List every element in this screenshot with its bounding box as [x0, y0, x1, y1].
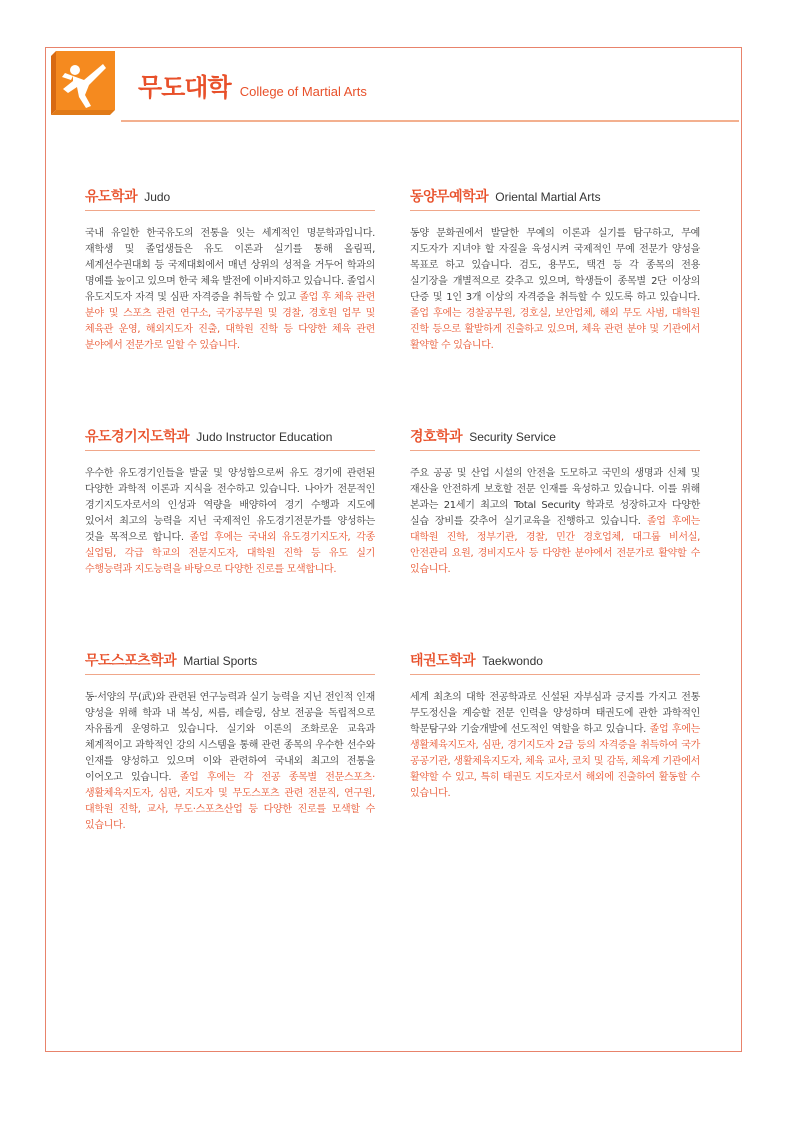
section-heading [410, 426, 700, 448]
header-divider [121, 120, 739, 122]
section-body-text: 동·서양의 무(武)와 관련된 연구능력과 실기 능력을 지닌 전인적 인재 양성을 위해 학과 내 복싱, 씨름, 레슬링, 삼보 전공을 독립적으로 자유롭게 운영하고 있습니다. 실기와 이론의 조화로운 교육과 체계적이고 과학적인 강의 시스템을 통해 관련 종목의 우수한 선수와 인재를 양성하고 있으며 이와 관련하여 국내외 최고의 전통을 이어오고 있습니다. [85, 692, 375, 783]
section-judo [85, 186, 375, 354]
section-divider [410, 210, 700, 211]
section-body [410, 226, 700, 354]
section-taekwondo [410, 650, 700, 802]
page-title [138, 68, 367, 104]
section-title-ko: 유도경기지도학과 [85, 429, 190, 445]
section-body [410, 690, 700, 802]
section-body [85, 466, 375, 578]
section-title-en: Oriental Martial Arts [495, 190, 601, 204]
section-body [85, 690, 375, 834]
section-career-text: 졸업 후에는 각 전공 종목별 전문스포츠·생활체육지도자, 심판, 지도자 및 무도스포츠 관련 전문직, 연구원, 대학원 진학, 교사, 무도·스포츠산업 등 다양한 진로를 모색할 수 있습니다. [85, 772, 375, 831]
section-career-text: 졸업 후에는 대학원 진학, 정부기관, 경찰, 민간 경호업체, 대그룹 비서실, 안전관리 요원, 경비지도사 등 다양한 분야에서 전문가로 활약할 수 있습니다. [410, 516, 700, 575]
section-heading [85, 650, 375, 672]
section-divider [410, 674, 700, 675]
section-title-ko: 유도학과 [85, 189, 138, 205]
section-title-en: Security Service [469, 430, 556, 444]
section-title-ko: 무도스포츠학과 [85, 653, 177, 669]
section-title-ko: 동양무예학과 [410, 189, 489, 205]
section-body-text: 우수한 유도경기인들을 발굴 및 양성함으로써 유도 경기에 관련된 다양한 과학적 이론과 지식을 전수하고 있습니다. 나아가 전문적인 경기지도자로서의 인성과 역량을 배양하여 경기 수행과 지도에 있어서 최고의 능력을 지닌 국제적인 유도경기전문가를 양성하는 것을 목적으로 합니다. [85, 468, 375, 543]
martial-arts-kick-icon [51, 51, 115, 115]
section-body-text: 세계 최초의 대학 전공학과로 신설된 자부심과 긍지를 가지고 전통 무도정신을 계승할 전문 인력을 양성하며 태권도에 관한 과학적인 학문탐구와 기술개발에 선도적인 역할을 하고 있습니다. [410, 692, 700, 735]
section-title-en: Judo Instructor Education [196, 430, 333, 444]
title-english: College of Martial Arts [239, 84, 367, 99]
section-career-text: 졸업 후에는 생활체육지도자, 심판, 경기지도자 2급 등의 자격증을 취득하여 국가 공공기관, 생활체육지도자, 체육 교사, 코치 및 감독, 체육계 기관에서 활약할 수 있고, 특히 태권도 지도자로서 해외에 진출하여 활동할 수 있습니다. [410, 724, 701, 799]
section-body-text: 동양 문화권에서 발달한 무예의 이론과 실기를 탐구하고, 무예 지도자가 지녀야 할 자질을 육성시켜 국제적인 무예 전문가 양성을 목표로 하고 있습니다. 검도, 용무도, 택견 등 각 종목의 전용 실기장을 개별적으로 갖추고 있으며, 학생들이 종목별 2단 이상의 단증 및 1인 3개 이상의 자격증을 취득할 수 있도록 하고 있습니다. [410, 228, 700, 303]
section-martial-sports [85, 650, 375, 834]
section-judo-instructor [85, 426, 375, 578]
section-career-text: 졸업 후에는 경찰공무원, 경호실, 보안업체, 해외 무도 사범, 대학원 진학 등으로 활발하게 진출하고 있으며, 체육 관련 분야 및 기관에서 활약할 수 있습니다. [410, 308, 700, 351]
section-body [85, 226, 375, 354]
section-title-ko: 경호학과 [410, 429, 463, 445]
section-heading [410, 650, 700, 672]
section-career-text: 졸업 후 체육 관련 분야 및 스포츠 관련 연구소, 국가공무원 및 경찰, 경호원 업무 및 체육관 운영, 해외지도자 진출, 대학원 진학 등 다양한 체육 관련 분야에서 전문가로 일할 수 있습니다. [85, 292, 375, 351]
section-career-text: 졸업 후에는 국내외 유도경기지도자, 각종 실업팀, 각급 학교의 전문지도자, 대학원 진학 등 유도 실기 수행능력과 지도능력을 바탕으로 다양한 진로를 모색합니다. [85, 532, 375, 575]
section-title-en: Martial Sports [183, 654, 258, 668]
title-korean: 무도대학 [138, 73, 231, 102]
section-divider [410, 450, 700, 451]
section-oriental-martial-arts [410, 186, 700, 354]
section-security-service [410, 426, 700, 578]
section-body-text: 국내 유일한 한국유도의 전통을 잇는 세계적인 명문학과입니다. 재학생 및 졸업생들은 유도 이론과 실기를 통해 올림픽, 세계선수권대회 등 국제대회에서 매년 상위의 성적을 거두어 학과의 명예를 높이고 있으며 한국 체육 발전에 이바지하고 있습니다. 졸업시 유도지도자 자격 및 심판 자격증을 취득할 수 있고 [85, 228, 375, 303]
section-title-ko: 태권도학과 [410, 653, 476, 669]
section-title-en: Taekwondo [482, 654, 543, 668]
section-heading [85, 426, 375, 448]
section-body [410, 466, 700, 578]
section-divider [85, 210, 375, 211]
header [46, 48, 741, 118]
section-title-en: Judo [144, 190, 171, 204]
section-heading [410, 186, 700, 208]
section-body-text: 주요 공공 및 산업 시설의 안전을 도모하고 국민의 생명과 신체 및 재산을 안전하게 보호할 전문 인재를 육성하고 있습니다. 이를 위해 본과는 21세기 최고의 Total Security 학과로 성장하고자 다양한 실습 장비를 갖추어 실기교육을 진행하고 있습니다. [410, 468, 700, 527]
section-divider [85, 674, 375, 675]
section-divider [85, 450, 375, 451]
section-heading [85, 186, 375, 208]
